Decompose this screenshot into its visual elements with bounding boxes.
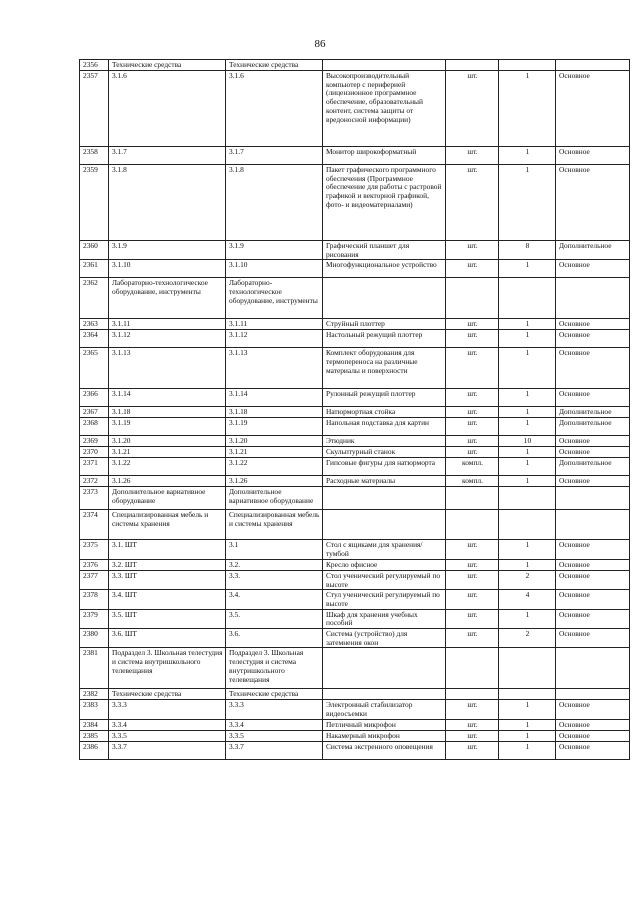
section-name-cell: 3.3.5 [226,730,323,741]
item-description-cell [323,689,446,700]
unit-cell: шт. [446,71,499,147]
table-row [80,700,630,719]
quantity-cell [499,60,556,71]
quantity-cell: 4 [499,590,556,609]
quantity-cell: 1 [499,719,556,730]
section-name-cell: 3.1.11 [226,319,323,330]
row-number-cell: 2386 [80,741,109,759]
section-name-cell: 3.1.18 [226,407,323,418]
quantity-cell: 1 [499,260,556,278]
equipment-type-cell: Основное [556,741,630,759]
section-code-cell: 3.1.14 [109,389,226,407]
table-row [80,730,630,741]
section-code-cell: 3.1.19 [109,418,226,436]
unit-cell: шт. [446,147,499,165]
quantity-cell: 1 [499,71,556,147]
quantity-cell: 1 [499,609,556,628]
item-description-cell: Этюдник [323,436,446,447]
item-description-cell: Стол ученический регулируемый по высоте [323,570,446,589]
table-row [80,348,630,389]
table-row [80,458,630,476]
table-row [80,609,630,628]
item-description-cell: Система экстренного оповещения [323,741,446,759]
row-number-cell: 2362 [80,278,109,319]
table-row [80,476,630,487]
quantity-cell [499,278,556,319]
unit-cell: шт. [446,559,499,570]
row-number-cell: 2370 [80,447,109,458]
unit-cell: шт. [446,241,499,260]
row-number-cell: 2369 [80,436,109,447]
equipment-type-cell: Основное [556,719,630,730]
unit-cell [446,648,499,689]
section-name-cell: 3.3.3 [226,700,323,719]
section-code-cell: Лабораторно-технологическое оборудование, инструменты [109,278,226,319]
quantity-cell: 1 [499,319,556,330]
section-name-cell: 3.1.7 [226,147,323,165]
table-row [80,147,630,165]
table-row [80,540,630,559]
row-number-cell: 2379 [80,609,109,628]
table-row [80,330,630,348]
equipment-type-cell: Основное [556,559,630,570]
section-name-cell: 3.1.9 [226,241,323,260]
section-code-cell: Технические средства [109,60,226,71]
item-description-cell [323,648,446,689]
section-code-cell: 3.1.21 [109,447,226,458]
table-row [80,570,630,589]
quantity-cell [499,510,556,540]
row-number-cell: 2361 [80,260,109,278]
section-code-cell: Специализированная мебель и системы хранения [109,510,226,540]
equipment-type-cell: Основное [556,319,630,330]
unit-cell: шт. [446,590,499,609]
quantity-cell: 2 [499,570,556,589]
item-description-cell [323,278,446,319]
item-description-cell: Шкаф для хранения учебных пособий [323,609,446,628]
table-row [80,418,630,436]
equipment-type-cell: Дополнительное [556,458,630,476]
row-number-cell: 2357 [80,71,109,147]
quantity-cell: 1 [499,458,556,476]
row-number-cell: 2385 [80,730,109,741]
item-description-cell: Кресло офисное [323,559,446,570]
item-description-cell: Струйный плоттер [323,319,446,330]
row-number-cell: 2383 [80,700,109,719]
section-code-cell: 3.1. ШТ [109,540,226,559]
row-number-cell: 2375 [80,540,109,559]
equipment-type-cell: Основное [556,570,630,589]
quantity-cell: 1 [499,348,556,389]
table-row [80,260,630,278]
unit-cell: шт. [446,260,499,278]
unit-cell: шт. [446,407,499,418]
equipment-type-cell: Основное [556,609,630,628]
unit-cell: шт. [446,741,499,759]
quantity-cell: 1 [499,700,556,719]
section-name-cell: 3.1.22 [226,458,323,476]
section-name-cell: Дополнительное вариативное оборудование [226,487,323,510]
table-row [80,389,630,407]
section-name-cell: 3.1.13 [226,348,323,389]
section-name-cell: 3.6. [226,629,323,648]
quantity-cell: 8 [499,241,556,260]
row-number-cell: 2380 [80,629,109,648]
equipment-type-cell: Основное [556,71,630,147]
table-row [80,407,630,418]
section-name-cell: 3.4. [226,590,323,609]
quantity-cell: 1 [499,389,556,407]
row-number-cell: 2356 [80,60,109,71]
quantity-cell: 1 [499,418,556,436]
section-code-cell: 3.1.8 [109,165,226,241]
section-code-cell: 3.1.6 [109,71,226,147]
item-description-cell: Высокопроизводительный компьютер с периферией (лицензионное программное обеспечение, образовательный контент, система защиты от вредоносной информации) [323,71,446,147]
unit-cell: шт. [446,436,499,447]
unit-cell: шт. [446,447,499,458]
unit-cell: шт. [446,609,499,628]
item-description-cell: Пакет графического программного обеспечения (Программное обеспечение для работы с растровой графикой и векторной графикой, фото- и видеоматериалами) [323,165,446,241]
item-description-cell: Гипсовые фигуры для натюрморта [323,458,446,476]
equipment-type-cell: Основное [556,260,630,278]
section-code-cell: 3.4. ШТ [109,590,226,609]
table-row [80,60,630,71]
quantity-cell: 1 [499,147,556,165]
row-number-cell: 2360 [80,241,109,260]
section-code-cell: 3.3.5 [109,730,226,741]
equipment-type-cell: Основное [556,700,630,719]
unit-cell [446,510,499,540]
quantity-cell [499,689,556,700]
section-code-cell: 3.1.9 [109,241,226,260]
equipment-type-cell: Основное [556,348,630,389]
section-code-cell: 3.1.11 [109,319,226,330]
quantity-cell [499,487,556,510]
row-number-cell: 2371 [80,458,109,476]
table-row [80,278,630,319]
section-code-cell: 3.3.4 [109,719,226,730]
row-number-cell: 2382 [80,689,109,700]
section-code-cell: 3.1.7 [109,147,226,165]
quantity-cell: 1 [499,730,556,741]
item-description-cell [323,60,446,71]
section-name-cell: Специализированная мебель и системы хранения [226,510,323,540]
item-description-cell: Стул ученический регулируемый по высоте [323,590,446,609]
item-description-cell: Графический планшет для рисования [323,241,446,260]
table-row [80,241,630,260]
row-number-cell: 2365 [80,348,109,389]
row-number-cell: 2378 [80,590,109,609]
equipment-type-cell: Основное [556,730,630,741]
row-number-cell: 2366 [80,389,109,407]
section-code-cell: 3.3.3 [109,700,226,719]
equipment-type-cell: Основное [556,389,630,407]
table-row [80,510,630,540]
equipment-type-cell: Основное [556,436,630,447]
equipment-table [79,59,630,760]
section-name-cell: 3.1.10 [226,260,323,278]
quantity-cell: 10 [499,436,556,447]
unit-cell: шт. [446,540,499,559]
unit-cell [446,278,499,319]
section-name-cell: Технические средства [226,60,323,71]
quantity-cell: 1 [499,559,556,570]
item-description-cell: Стол с ящиками для хранения/тумбой [323,540,446,559]
section-name-cell: Подраздел 3. Школьная телестудия и система внутришкольного телевещания [226,648,323,689]
row-number-cell: 2377 [80,570,109,589]
item-description-cell: Расходные материалы [323,476,446,487]
row-number-cell: 2373 [80,487,109,510]
unit-cell: шт. [446,700,499,719]
section-name-cell: 3.3. [226,570,323,589]
section-code-cell: 3.1.20 [109,436,226,447]
equipment-type-cell: Основное [556,147,630,165]
row-number-cell: 2368 [80,418,109,436]
table-row [80,629,630,648]
section-name-cell: Технические средства [226,689,323,700]
table-row [80,590,630,609]
item-description-cell: Петличный микрофон [323,719,446,730]
item-description-cell: Настольный режущий плоттер [323,330,446,348]
section-code-cell: 3.5. ШТ [109,609,226,628]
quantity-cell: 1 [499,741,556,759]
section-name-cell: 3.3.7 [226,741,323,759]
quantity-cell: 2 [499,629,556,648]
equipment-type-cell [556,60,630,71]
item-description-cell: Накамерный микрофон [323,730,446,741]
unit-cell: шт. [446,330,499,348]
table-row [80,436,630,447]
quantity-cell: 1 [499,407,556,418]
unit-cell: компл. [446,458,499,476]
section-code-cell: 3.1.10 [109,260,226,278]
equipment-type-cell: Основное [556,629,630,648]
quantity-cell: 1 [499,476,556,487]
section-code-cell: 3.1.12 [109,330,226,348]
item-description-cell: Скульптурный станок [323,447,446,458]
section-name-cell: 3.5. [226,609,323,628]
unit-cell: шт. [446,730,499,741]
unit-cell [446,689,499,700]
equipment-type-cell [556,487,630,510]
item-description-cell: Напольная подставка для картин [323,418,446,436]
item-description-cell [323,510,446,540]
table-row [80,689,630,700]
table-row [80,319,630,330]
section-name-cell: Лабораторно-технологическое оборудование, инструменты [226,278,323,319]
section-name-cell: 3.3.4 [226,719,323,730]
equipment-type-cell [556,510,630,540]
equipment-type-cell [556,278,630,319]
section-code-cell: 3.1.18 [109,407,226,418]
unit-cell: шт. [446,719,499,730]
unit-cell: шт. [446,165,499,241]
equipment-type-cell: Дополнительное [556,241,630,260]
item-description-cell: Натюрмортная стойка [323,407,446,418]
equipment-type-cell: Основное [556,476,630,487]
equipment-type-cell: Дополнительное [556,418,630,436]
section-name-cell: 3.1.8 [226,165,323,241]
item-description-cell: Многофункциональное устройство [323,260,446,278]
unit-cell: шт. [446,570,499,589]
row-number-cell: 2381 [80,648,109,689]
unit-cell: шт. [446,418,499,436]
section-name-cell: 3.1.14 [226,389,323,407]
equipment-type-cell [556,689,630,700]
unit-cell: компл. [446,476,499,487]
unit-cell: шт. [446,389,499,407]
table-row [80,559,630,570]
equipment-type-cell: Основное [556,165,630,241]
quantity-cell: 1 [499,540,556,559]
section-code-cell: Подраздел 3. Школьная телестудия и система внутришкольного телевещания [109,648,226,689]
page-number: 86 [314,38,326,50]
section-name-cell: 3.1 [226,540,323,559]
section-code-cell: 3.3.7 [109,741,226,759]
row-number-cell: 2367 [80,407,109,418]
item-description-cell: Рулонный режущий плоттер [323,389,446,407]
equipment-type-cell: Основное [556,330,630,348]
section-code-cell: 3.1.13 [109,348,226,389]
quantity-cell: 1 [499,330,556,348]
row-number-cell: 2364 [80,330,109,348]
item-description-cell: Комплект оборудования для термопереноса на различные материалы и поверхности [323,348,446,389]
table-row [80,648,630,689]
unit-cell [446,60,499,71]
table-row [80,447,630,458]
unit-cell: шт. [446,348,499,389]
quantity-cell [499,648,556,689]
row-number-cell: 2384 [80,719,109,730]
section-code-cell: 3.2. ШТ [109,559,226,570]
section-code-cell: 3.1.26 [109,476,226,487]
item-description-cell: Система (устройство) для затемнения окон [323,629,446,648]
section-name-cell: 3.1.21 [226,447,323,458]
section-code-cell: 3.1.22 [109,458,226,476]
table-row [80,71,630,147]
section-code-cell: Технические средства [109,689,226,700]
section-name-cell: 3.1.20 [226,436,323,447]
section-name-cell: 3.2. [226,559,323,570]
row-number-cell: 2376 [80,559,109,570]
quantity-cell: 1 [499,165,556,241]
equipment-type-cell: Основное [556,540,630,559]
table-row [80,719,630,730]
section-name-cell: 3.1.19 [226,418,323,436]
section-code-cell: Дополнительное вариативное оборудование [109,487,226,510]
equipment-type-cell [556,648,630,689]
table-row [80,487,630,510]
row-number-cell: 2359 [80,165,109,241]
item-description-cell [323,487,446,510]
unit-cell: шт. [446,319,499,330]
section-code-cell: 3.3. ШТ [109,570,226,589]
table-row [80,165,630,241]
section-name-cell: 3.1.12 [226,330,323,348]
row-number-cell: 2374 [80,510,109,540]
unit-cell [446,487,499,510]
quantity-cell: 1 [499,447,556,458]
row-number-cell: 2363 [80,319,109,330]
unit-cell: шт. [446,629,499,648]
section-name-cell: 3.1.6 [226,71,323,147]
equipment-type-cell: Основное [556,447,630,458]
item-description-cell: Электронный стабилизатор видеосъемки [323,700,446,719]
row-number-cell: 2372 [80,476,109,487]
section-name-cell: 3.1.26 [226,476,323,487]
table-row [80,741,630,759]
section-code-cell: 3.6. ШТ [109,629,226,648]
equipment-type-cell: Основное [556,590,630,609]
row-number-cell: 2358 [80,147,109,165]
equipment-type-cell: Дополнительное [556,407,630,418]
item-description-cell: Монитор широкоформатный [323,147,446,165]
